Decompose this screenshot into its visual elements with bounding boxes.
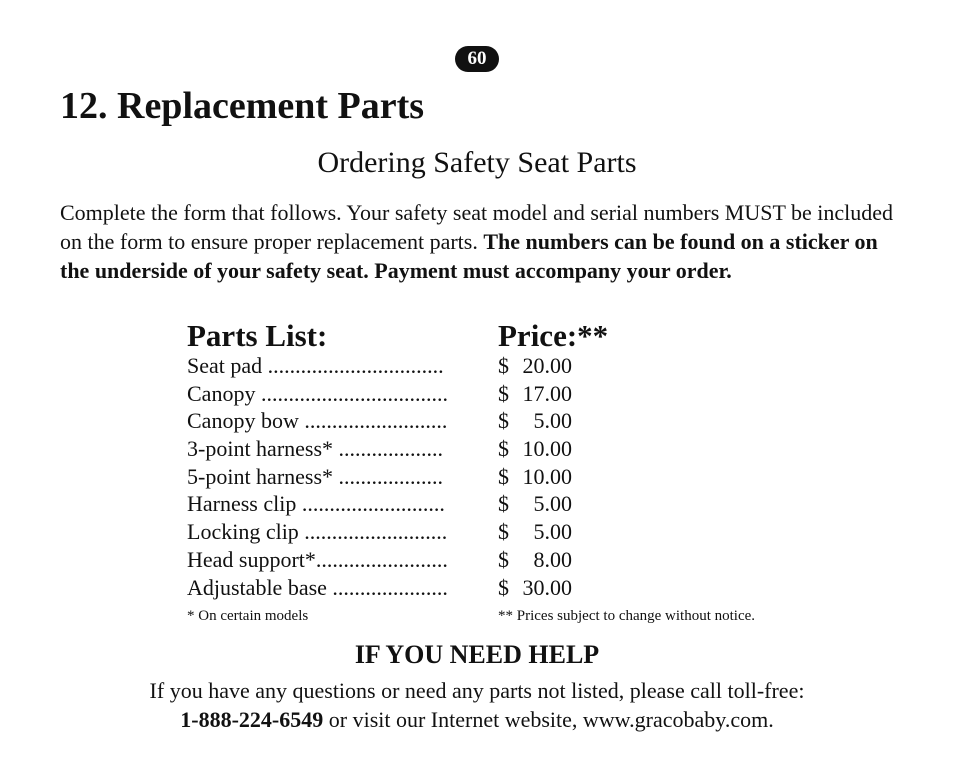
part-name: Locking clip .......................... [187, 519, 448, 545]
part-row [187, 546, 607, 574]
part-price [498, 518, 574, 545]
section-title: Ordering Safety Seat Parts [317, 146, 637, 179]
page-number-badge: 60 [455, 46, 499, 72]
price-amount: 5.00 [533, 519, 572, 545]
footnote-certain-models: * On certain models [187, 608, 309, 624]
price-currency: $ [498, 408, 509, 434]
price-heading: Price:** [498, 318, 609, 353]
part-price [498, 407, 574, 434]
part-row [187, 574, 607, 602]
part-price [498, 546, 574, 573]
part-row [187, 407, 607, 435]
help-heading: IF YOU NEED HELP [354, 640, 600, 669]
chapter-title: 12. Replacement Parts [60, 85, 425, 127]
price-currency: $ [498, 463, 509, 489]
price-amount: 10.00 [522, 436, 572, 462]
part-row [187, 380, 607, 408]
price-currency: $ [498, 574, 509, 600]
price-amount: 17.00 [522, 380, 572, 406]
part-row [187, 490, 607, 518]
help-line-1: If you have any questions or need any parts not listed, please call toll-free: [149, 678, 805, 703]
part-price [498, 490, 574, 517]
part-name: Canopy .................................. [187, 380, 448, 406]
price-amount: 20.00 [522, 353, 572, 378]
part-name: Harness clip .......................... [187, 491, 445, 517]
help-text [0, 676, 954, 734]
part-name: Canopy bow .......................... [187, 408, 448, 434]
part-price [498, 435, 574, 462]
price-currency: $ [498, 436, 509, 462]
part-name: Seat pad ................................ [187, 353, 444, 378]
part-name: 5-point harness* ................... [187, 463, 444, 489]
part-price [498, 463, 574, 490]
part-name: 3-point harness* ................... [187, 436, 444, 462]
price-currency: $ [498, 519, 509, 545]
intro-bold-text: The numbers can be found on a sticker on the underside of your safety seat. Payment must accompany your order. [60, 229, 878, 283]
part-row [187, 352, 607, 380]
price-amount: 8.00 [533, 546, 572, 572]
parts-list-heading: Parts List: [187, 318, 328, 353]
part-price [498, 574, 574, 601]
price-amount: 10.00 [522, 463, 572, 489]
help-website-text: or visit our Internet website, www.gracobaby.com. [323, 707, 774, 732]
price-currency: $ [498, 491, 509, 517]
toll-free-phone: 1-888-224-6549 [180, 707, 324, 732]
part-price [498, 380, 574, 407]
intro-paragraph [60, 198, 910, 285]
footnote-prices: ** Prices subject to change without notice. [498, 608, 756, 624]
price-currency: $ [498, 380, 509, 406]
price-amount: 5.00 [533, 491, 572, 517]
price-amount: 5.00 [533, 408, 572, 434]
price-currency: $ [498, 353, 509, 378]
part-row [187, 518, 607, 546]
part-name: Head support*........................ [187, 546, 448, 572]
parts-list [187, 352, 607, 601]
price-currency: $ [498, 546, 509, 572]
part-row [187, 435, 607, 463]
price-amount: 30.00 [522, 574, 572, 600]
part-price [498, 352, 574, 379]
part-row [187, 463, 607, 491]
intro-text: Complete the form that follows. Your safety seat model and serial numbers MUST be included on the form to ensure proper replacement parts. [60, 200, 894, 254]
part-name: Adjustable base ..................... [187, 574, 448, 600]
